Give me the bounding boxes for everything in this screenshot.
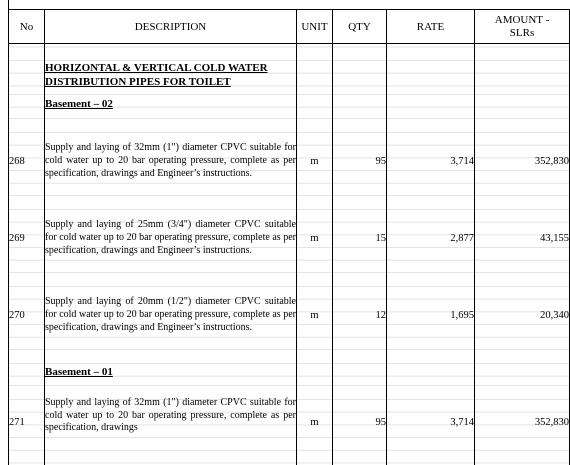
table-row [9,207,570,270]
col-header-rate: RATE [387,10,475,44]
col-header-description: DESCRIPTION [45,10,297,44]
group-label: Basement – 01 [45,366,113,378]
item-number: 268 [9,130,45,193]
spacer-row [9,347,570,361]
item-number: 271 [9,397,45,465]
header-row [9,10,570,44]
group-label: Basement – 02 [45,98,113,110]
item-qty: 12 [333,284,387,347]
spacer-row [9,44,570,59]
boq-table [8,9,570,465]
item-qty: 95 [333,397,387,465]
table-row [9,284,570,347]
spacer-row [9,193,570,207]
amount-header-line1: AMOUNT - [494,13,550,26]
item-rate: 3,714 [387,130,475,193]
item-description: Supply and laying of 20mm (1/2") diameter CPVC suitable for cold water up to 20 bar operating pressure, complete as per specification, drawings and Engineer’s instructions. [45,296,296,333]
table-row [9,130,570,193]
spacer-row [9,116,570,130]
item-amount: 352,830 [475,397,570,465]
item-number: 269 [9,207,45,270]
item-description: Supply and laying of 32mm (1") diameter CPVC suitable for cold water up to 20 bar operating pressure, complete as per specification, drawings and Engineer’s instructions. [45,142,296,179]
amount-header-line2: SLRs [509,26,535,39]
item-unit: m [297,284,333,347]
spacer-row [9,383,570,397]
item-description: Supply and laying of 25mm (3/4") diameter CPVC suitable for cold water up to 20 bar operating pressure, complete as per specification, drawings and Engineer’s instructions. [45,219,296,256]
section-title-line2: DISTRIBUTION PIPES FOR TOILET [45,76,231,88]
col-header-amount [475,10,570,44]
section-heading [45,58,297,92]
table-row [9,397,570,465]
spacer-row [9,270,570,284]
item-unit: m [297,130,333,193]
group-row [9,361,570,383]
item-rate: 1,695 [387,284,475,347]
item-description: Supply and laying of 32mm (1") diameter CPVC suitable for cold water up to 20 bar operating pressure, complete as per specification, drawings [45,397,296,434]
item-rate: 3,714 [387,397,475,465]
col-header-unit: UNIT [297,10,333,44]
col-header-qty: QTY [333,10,387,44]
item-qty: 15 [333,207,387,270]
item-rate: 2,877 [387,207,475,270]
section-heading-row [9,58,570,92]
section-title-line1: HORIZONTAL & VERTICAL COLD WATER [45,62,268,74]
col-header-no: No [9,10,45,44]
item-amount: 20,340 [475,284,570,347]
item-qty: 95 [333,130,387,193]
item-unit: m [297,207,333,270]
item-amount: 352,830 [475,130,570,193]
item-number: 270 [9,284,45,347]
group-row [9,92,570,116]
item-amount: 43,155 [475,207,570,270]
item-unit: m [297,397,333,465]
